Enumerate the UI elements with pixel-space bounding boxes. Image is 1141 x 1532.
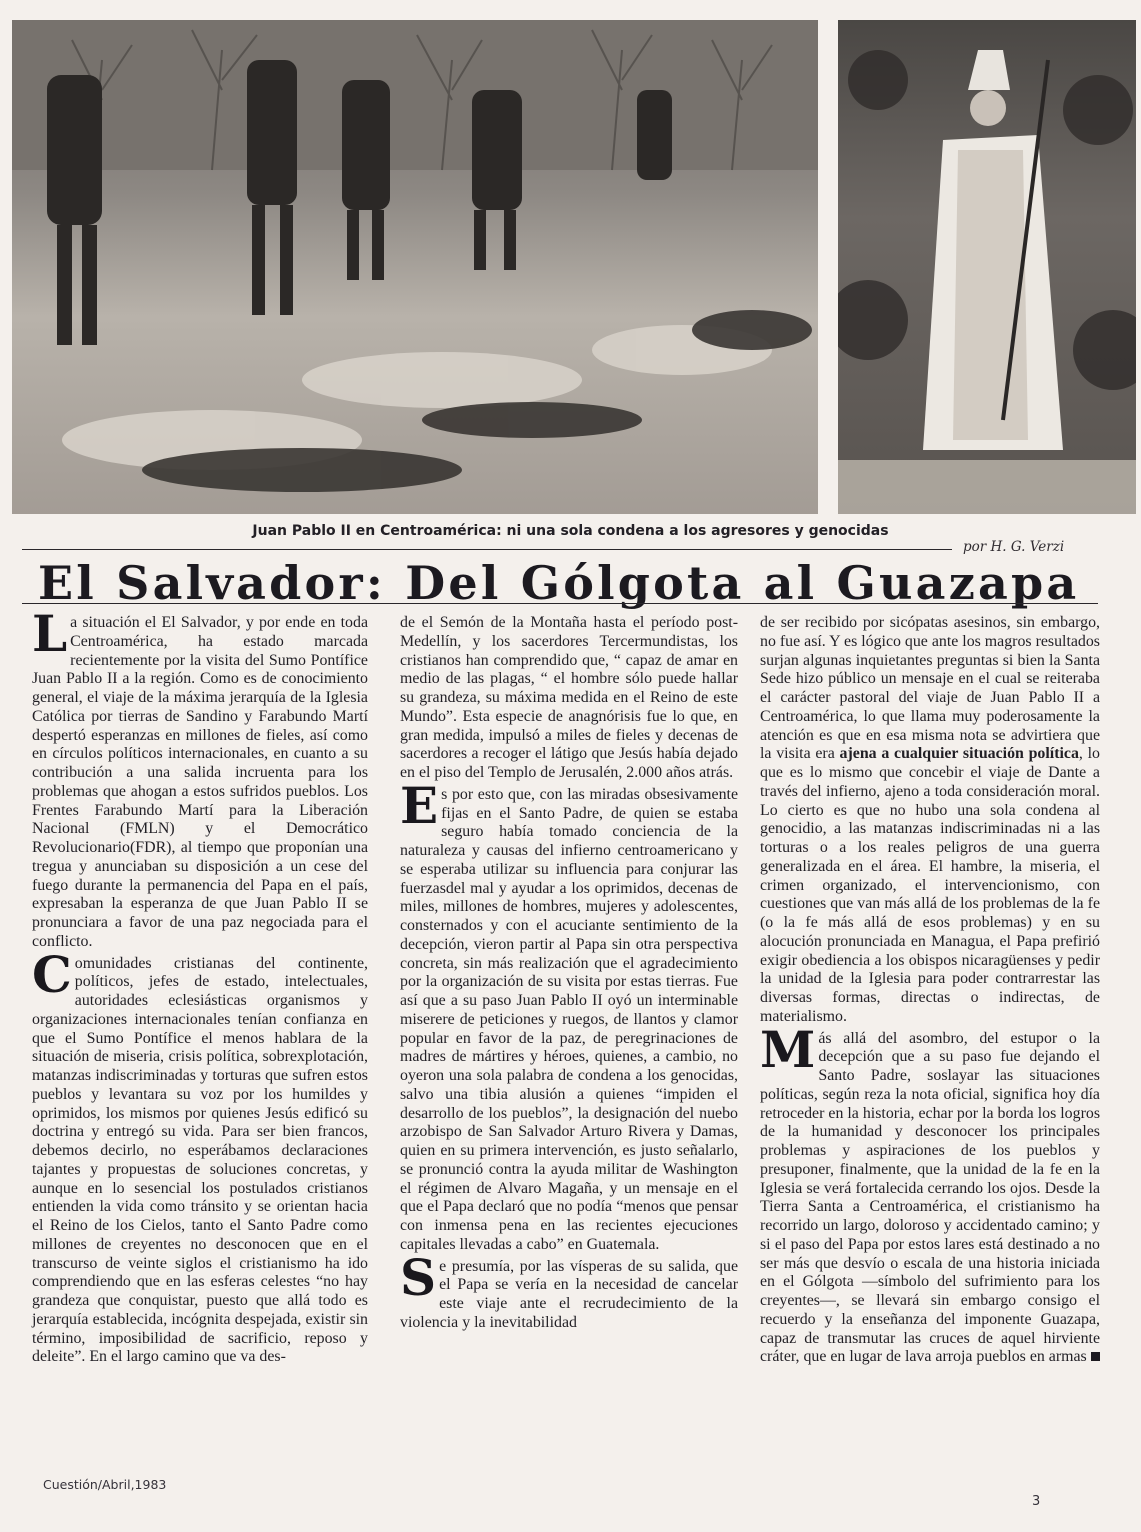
soldiers-and-bodies-photo: [12, 20, 818, 514]
paragraph: [760, 1019, 1100, 1368]
page-number: 3: [1032, 1494, 1041, 1509]
rule-divider: [22, 603, 1098, 604]
photo-caption: Juan Pablo II en Centroamérica: ni una sola condena a los agresores y genocidas: [252, 523, 889, 539]
drop-cap: M: [760, 1019, 816, 1079]
pope-blessing-photo: [838, 20, 1136, 514]
photo-illustration: [12, 20, 818, 514]
rule-divider: [22, 549, 952, 550]
paragraph-text: , lo que es lo mismo que concebir el viaje de Dante a través del infierno, ajeno a toda consideración moral. Lo cierto es que no hubo una sola condena al genocidio, a las matanzas indiscriminadas ni a las torturas o a los reales peligros de una guerra generalizada en el área. El hambre, la miseria, el crimen organizado, el intervencionismo, con cuestiones que van más allá de los problemas de la fe (o la fe más allá de esos problemas) y en su alocución pronunciada en Managua, el Papa prefirió exigir obediencia a los obispos nicaragüenses y pedir la unidad de la Iglesia para poder contrarrestar las diversas formas, directas o indirectas, de materialismo.: [760, 745, 1100, 1025]
paragraph-text: e presumía, por las vísperas de su salida, que el Papa se vería en la necesidad de cancelar este viaje ante el recrudecimiento de la violencia y la inevitabilidad: [400, 1257, 738, 1331]
paragraph-text: de ser recibido por sicópatas asesinos, sin embargo, no fue así. Y es lógico que ante los magros resultados surjan algunas inquietantes preguntas si bien la Santa Sede hizo público un mensaje en el cual se reiteraba el carácter pastoral del viaje de Juan Pablo II a Centroamérica, lo que llama muy poderosamente la atención es que en esa misma nota se advirtiera que la visita era: [760, 614, 1100, 763]
paragraph: [400, 614, 738, 783]
paragraph-text: omunidades cristianas del continente, políticos, jefes de estado, intelectuales, autoridades eclesiásticas organismos y organizaciones internacionales tenían confianza en que el Sumo Pontífice el menos hablara de la situación de miseria, crisis política, sobrexplotación, matanzas indiscriminadas y torturas que sufren estos pueblos y levantara su voz por los humildes y oprimidos, los mismos por quienes Jesús edificó su doctrina y entregó su vida. Para ser bien francos, debemos decirlo, no esperábamos declaraciones tajantes y propuestas de soluciones concretas, y aunque en lo sesencial los postulados cristianos entienden la vida como tránsito y se orientan hacia el Reino de los Cielos, tanto el Santo Padre como millones de creyentes no desconocen que en el transcurso de veinte siglos el cristianismo ha ido comprendiendo que en las esferas celestes “no hay grandeza que conquistar, puesto que allá todo es jerarquía establecida, incógnita despejada, existir sin término, imposibilidad de sacrificio, reposo y deleite”. En el largo camino que va des-: [32, 954, 368, 1366]
drop-cap: S: [400, 1247, 437, 1307]
photo-illustration: [838, 20, 1136, 514]
drop-cap: L: [32, 604, 68, 663]
paragraph-text: ás allá del asombro, del estupor o la decepción que a su paso fue dejando el Santo Padre, soslayar las situaciones políticas, según reza la nota oficial, significa hoy día retroceder en la historia, echar por la borda los logros de la humanidad y desconocer los principales problemas y aspiraciones de los pueblos y presuponer, finalmente, que la unidad de la fe en la Iglesia se verá fortalecida cerrando los ojos. Desde la Tierra Santa a Centroamérica, el cristianismo ha recorrido un largo, doloroso y accidentado camino; y si el paso del Papa por estos lares está destinado a no ser más que desvío o escala de una historia iniciada en el Gólgota —símbolo del sufrimiento para los creyentes—, se llevará sin embargo consigo el recuerdo y la enseñanza del imponente Guazapa, capaz de transmutar las cruces de aquel hirviente cráter, que en lugar de lava arroja pueblos en armas: [760, 1029, 1100, 1366]
article-column-2: [400, 614, 738, 1333]
author-byline: por H. G. Verzi: [963, 539, 1065, 555]
paragraph-text: a situación el El Salvador, y por ende en toda Centroamérica, ha estado marcada recientemente por la visita del Sumo Pontífice Juan Pablo II a la región. Como es de conocimiento general, el viaje de la máxima jerarquía de la Iglesia Católica por tierras de Sandino y Farabundo Martí despertó esperanzas en millones de fieles, así como en círculos políticos internacionales, en cuanto a su contribución a una salida incruenta para los problemas que ahogan a estos sufridos pueblos. Los Frentes Farabundo Martí para la Liberación Nacional (FMLN) y el Democrático Revolucionario(FDR), al tiempo que proponían una tregua y anunciaban su disposición a un cese del fuego durante la permanencia del Papa en el país, expresaban la esperanza de que Juan Pablo II se pronunciara a favor de una paz negociada para el conflicto.: [32, 614, 368, 950]
article-column-3: [760, 614, 1100, 1367]
paragraph: [32, 944, 368, 1368]
paragraph: [400, 775, 738, 1255]
drop-cap: C: [32, 944, 72, 1004]
article-headline: El Salvador: Del Gólgota al Guazapa: [38, 556, 1080, 610]
drop-cap: E: [400, 775, 439, 835]
paragraph: [400, 1247, 738, 1333]
paragraph-text: de el Semón de la Montaña hasta el período post-Medellín, y los sacerdores Tercermundistas, los cristianos han comprendido que, “ capaz de amar en medio de las plagas, “ el hombre sólo puede hallar su grandeza, su máxima medida en el Reino de este Mundo”. Esta especie de anagnórisis fue lo que, en gran medida, impulsó a miles de fieles y decenas de sacerdores a recoger el látigo que Jesús había dejado en el piso del Templo de Jerusalén, 2.000 años atrás.: [400, 614, 738, 781]
end-mark-icon: [1091, 1352, 1100, 1361]
paragraph-text: s por esto que, con las miradas obsesivamente fijas en el Santo Padre, de quien se estaba seguro había tomado conciencia de la naturaleza y causas del infierno centroamericano y se esperaba utilizar su influencia para conjurar las fuerzasdel mal y ayudar a los oprimidos, decenas de miles, millones de hombres, mujeres y adolescentes, consternados y con el acuciante sentimiento de la decepción, vieron partir al Papa sin otra perspectiva concreta, sin más realización que el agradecimiento por la organización de su visita por estas tierras. Fue así que a su paso Juan Pablo II oyó un interminable miserere de peticiones y ruegos, de llantos y clamor popular en favor de la paz, de peregrinaciones de madres de mártires y héroes, quienes, a cambio, no oyeron una sola palabra de condena a los genocidas, salvo una tibia alusión a quienes “impiden el desarrollo de los pueblos”, la designación del nuebo arzobispo de San Salvador Arturo Rivera y Damas, quien en su primera intervención, es justo señalarlo, se pronunció contra la ayuda militar de Washington el régimen de Alvaro Magaña, y un mensaje en el que el Papa declaró que no podía “menos que pensar con inmensa pena en las recientes ejecuciones capitales llevadas a cabo” en Guatemala.: [400, 785, 738, 1253]
emphasis-text: ajena a cualquier situación política: [839, 745, 1079, 763]
paragraph: [32, 604, 368, 952]
paragraph: [760, 614, 1100, 1027]
publication-footer: Cuestión/Abril,1983: [43, 1477, 167, 1492]
article-column-1: [32, 604, 368, 1367]
